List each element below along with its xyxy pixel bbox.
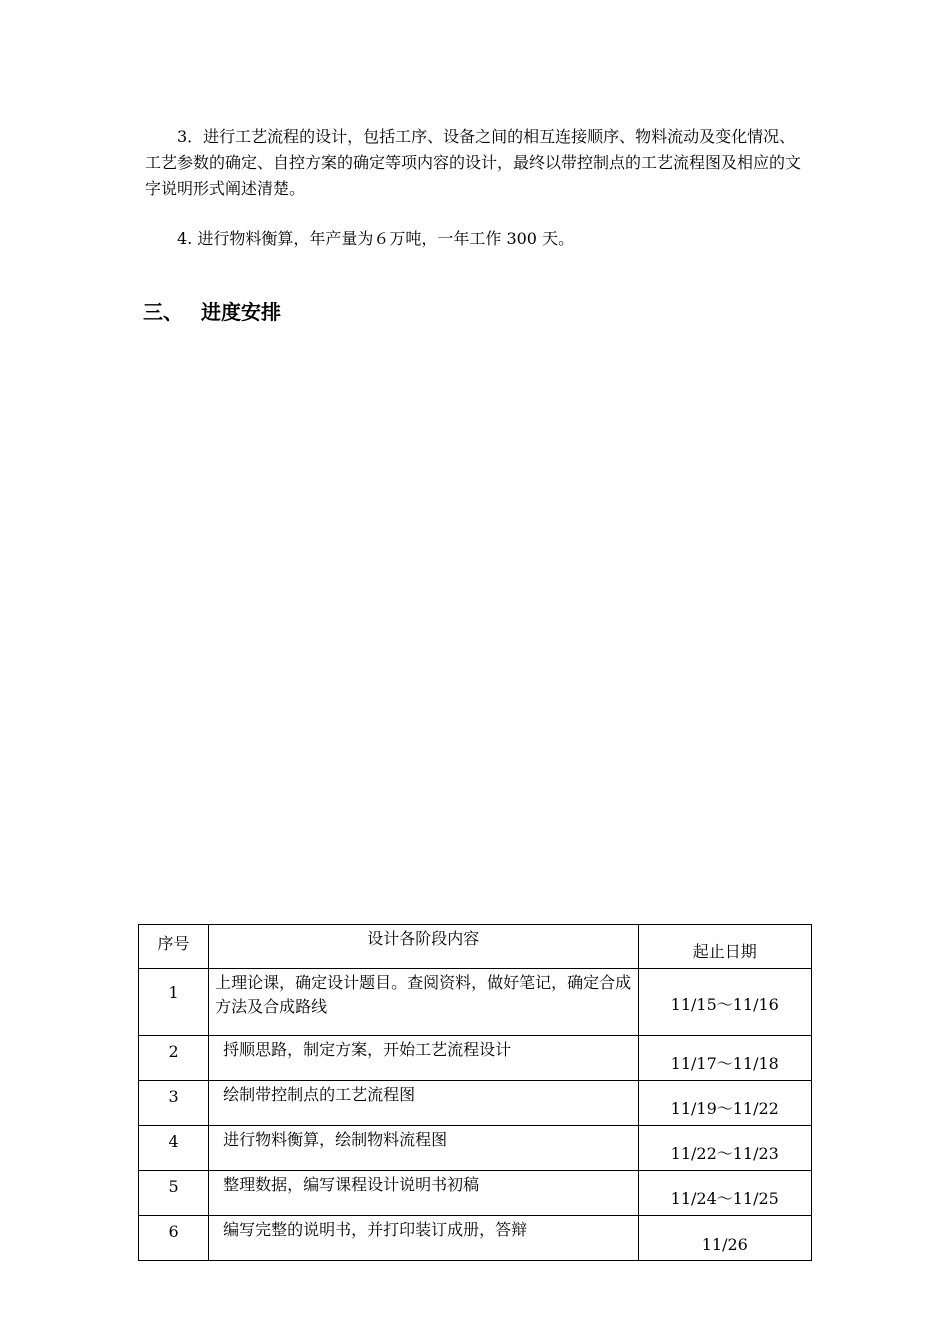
header-date: 起止日期 <box>638 925 811 969</box>
paragraph-item-4: 4. 进行物料衡算，年产量为６万吨，一年工作 300 天。 <box>177 229 575 248</box>
row-no: 4 <box>139 1126 209 1171</box>
row-no: 5 <box>139 1171 209 1216</box>
row-date: 11/24～11/25 <box>638 1171 811 1216</box>
row-content <box>209 1216 638 1261</box>
row-no: 1 <box>139 969 209 1036</box>
row-content <box>209 1081 638 1126</box>
row-no: 3 <box>139 1081 209 1126</box>
table-row <box>139 1126 812 1171</box>
row-content-text: 整理数据，编写课程设计说明书初稿 <box>223 1175 480 1194</box>
header-no: 序号 <box>139 925 209 969</box>
header-content: 设计各阶段内容 <box>209 925 638 969</box>
row-date: 11/26 <box>638 1216 811 1261</box>
row-content-text: 捋顺思路，制定方案，开始工艺流程设计 <box>223 1040 512 1059</box>
table-row <box>139 969 812 1036</box>
section-heading <box>143 298 281 326</box>
row-content <box>209 1126 638 1171</box>
row-date: 11/22～11/23 <box>638 1126 811 1171</box>
section-number: 三、 <box>143 300 183 324</box>
row-no: 2 <box>139 1036 209 1081</box>
row-content-text: 绘制带控制点的工艺流程图 <box>223 1085 416 1104</box>
row-date: 11/15～11/16 <box>638 969 811 1036</box>
row-no: 6 <box>139 1216 209 1261</box>
row-content <box>209 1036 638 1081</box>
table-row <box>139 1216 812 1261</box>
schedule-table <box>138 924 812 1261</box>
row-content-text: 进行物料衡算，绘制物料流程图 <box>223 1130 448 1149</box>
table-row <box>139 1171 812 1216</box>
row-date: 11/17～11/18 <box>638 1036 811 1081</box>
section-title: 进度安排 <box>201 300 281 324</box>
row-content <box>209 1171 638 1216</box>
table-row <box>139 1036 812 1081</box>
row-date: 11/19～11/22 <box>638 1081 811 1126</box>
row-content-text: 上理论课，确定设计题目。查阅资料，做好笔记，确定合成方法及合成路线 <box>215 973 632 1016</box>
paragraph-item-3: 3．进行工艺流程的设计，包括工序、设备之间的相互连接顺序、物料流动及变化情况、工艺参数的确定、自控方案的确定等项内容的设计，最终以带控制点的工艺流程图及相应的文字说明形式阐述清楚。 <box>145 127 802 198</box>
table-header-row <box>139 925 812 969</box>
row-content-text: 编写完整的说明书，并打印装订成册，答辩 <box>223 1220 528 1239</box>
row-content <box>209 969 638 1036</box>
table-row <box>139 1081 812 1126</box>
